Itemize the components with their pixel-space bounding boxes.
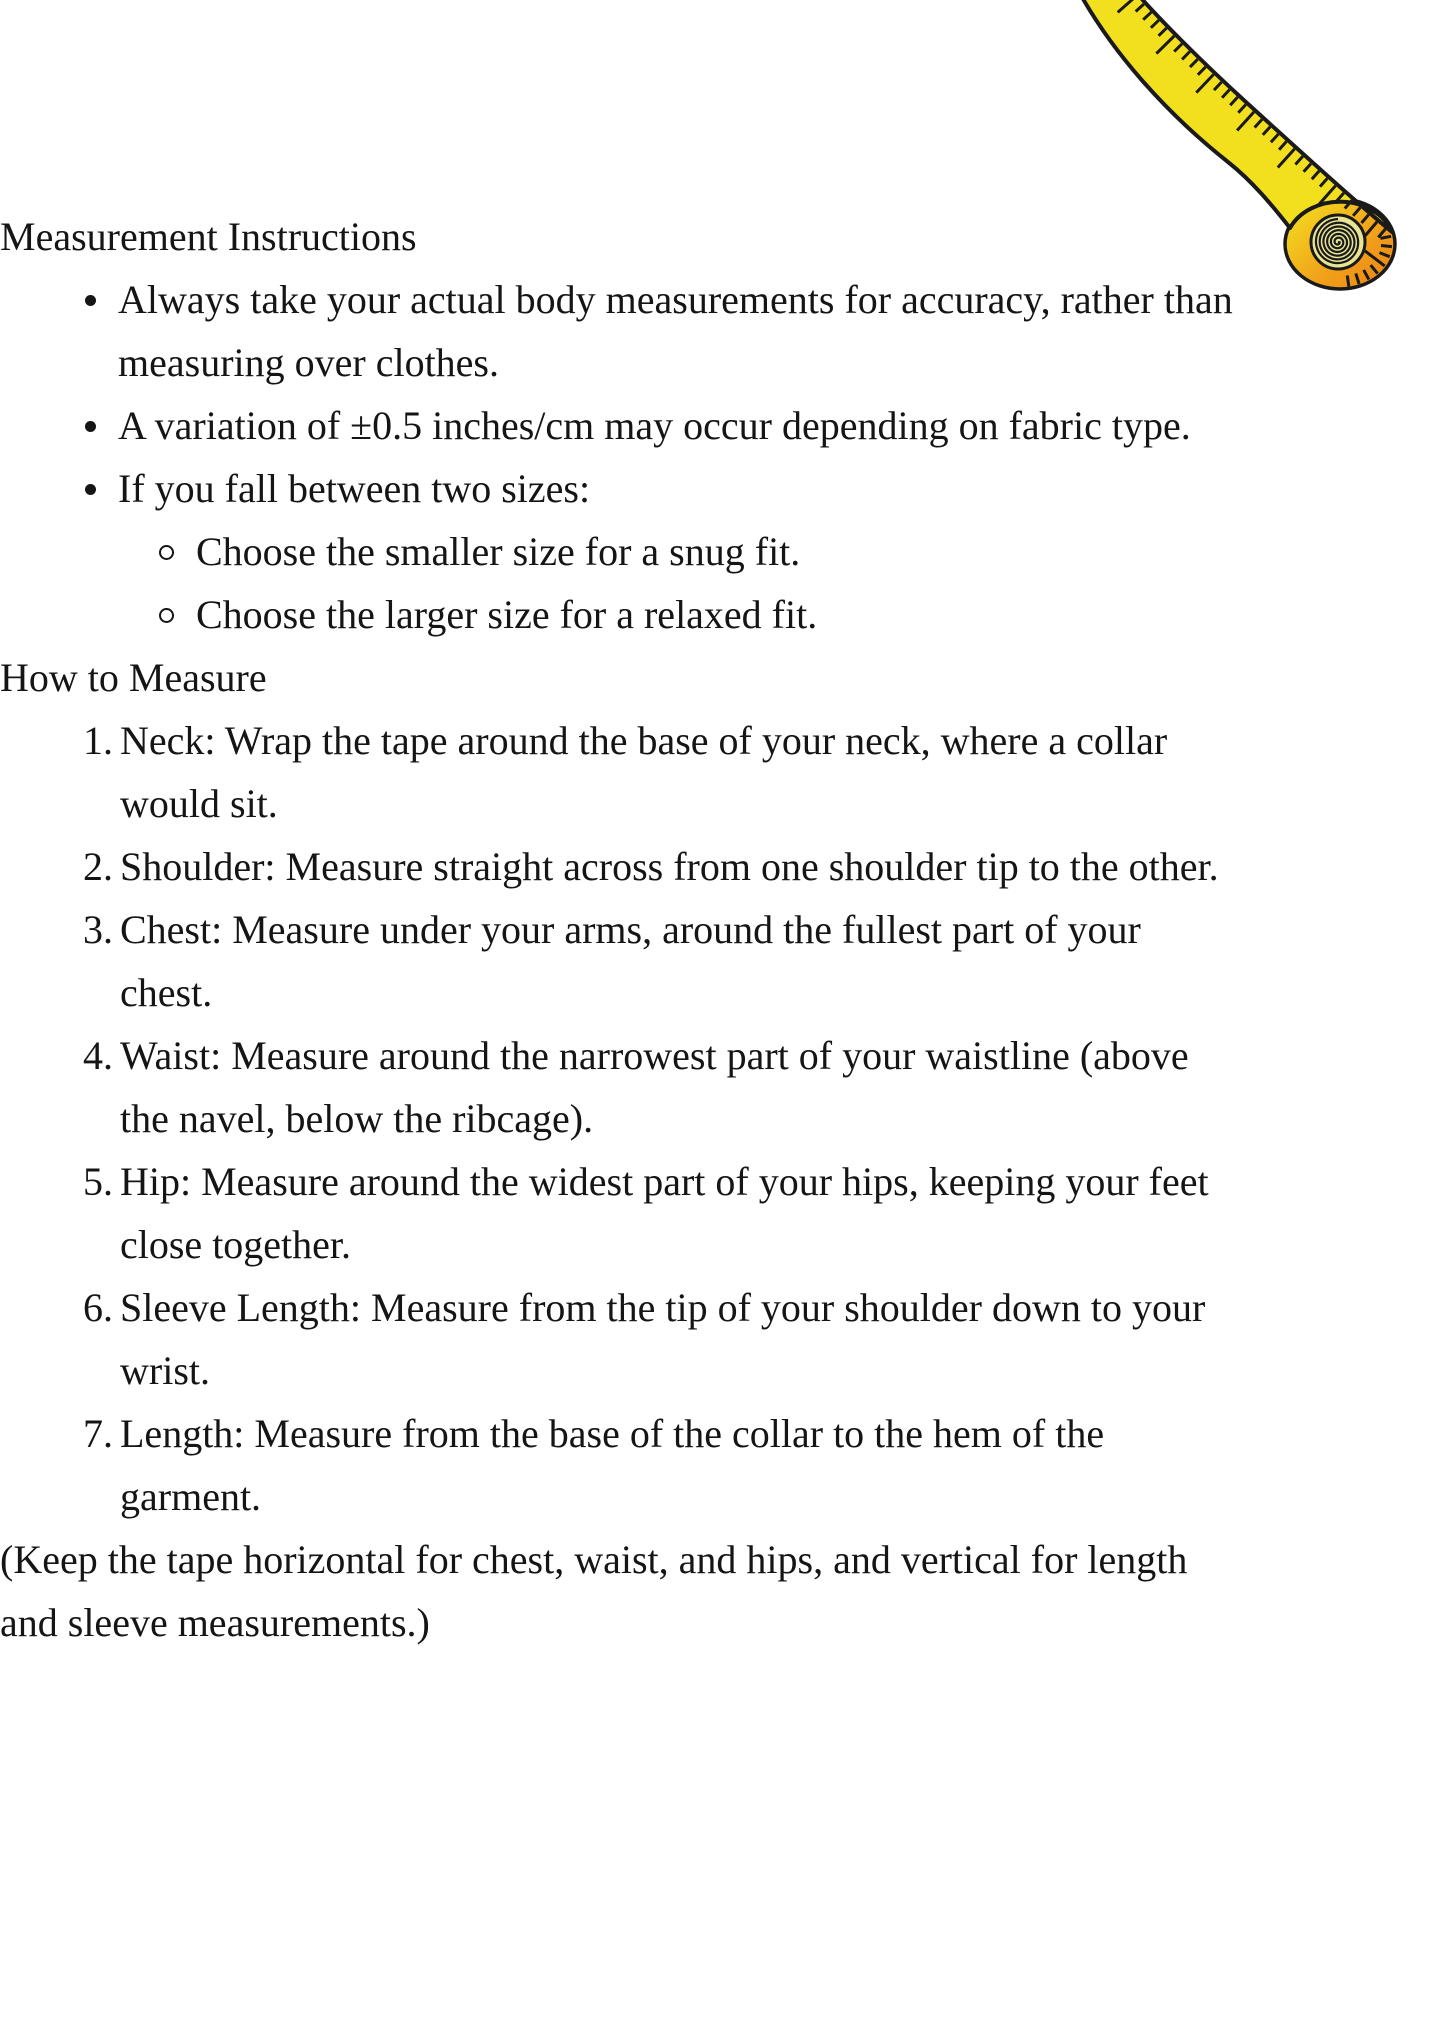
step-number: 5. xyxy=(83,1159,113,1204)
list-item xyxy=(0,1024,1445,1150)
text-line: would sit. xyxy=(120,781,278,826)
text-line: the navel, below the ribcage). xyxy=(120,1096,594,1141)
text-line: Choose the smaller size for a snug fit. xyxy=(196,529,801,574)
list-item xyxy=(0,1402,1445,1528)
step-number: 7. xyxy=(83,1411,113,1456)
step-number: 3. xyxy=(83,907,113,952)
step-number: 4. xyxy=(83,1033,113,1078)
tape-band xyxy=(1078,0,1392,232)
section-heading: How to Measure xyxy=(0,655,267,700)
text-line: chest. xyxy=(120,970,213,1015)
general-notes-list xyxy=(0,268,1445,520)
text-line: Choose the larger size for a relaxed fit. xyxy=(196,592,818,637)
footnote xyxy=(0,1528,1445,1654)
instructions-text xyxy=(0,205,1445,1654)
step-number: 6. xyxy=(83,1285,113,1330)
text-line: measuring over clothes. xyxy=(118,340,499,385)
step-number: 2. xyxy=(83,844,113,889)
text-line: Waist: Measure around the narrowest part of your waistline (above xyxy=(120,1033,1189,1078)
list-item xyxy=(0,898,1445,1024)
list-item xyxy=(0,457,1445,520)
text-line: Always take your actual body measurements for accuracy, rather than xyxy=(118,277,1233,322)
text-line: (Keep the tape horizontal for chest, waist, and hips, and vertical for length xyxy=(0,1537,1188,1582)
text-line: close together. xyxy=(120,1222,352,1267)
list-item xyxy=(0,520,1445,583)
text-line: If you fall between two sizes: xyxy=(118,466,591,511)
page-title: Measurement Instructions xyxy=(0,214,417,259)
list-item xyxy=(0,1276,1445,1402)
text-line: Shoulder: Measure straight across from one shoulder tip to the other. xyxy=(120,844,1219,889)
text-line: garment. xyxy=(120,1474,262,1519)
text-line: A variation of ±0.5 inches/cm may occur depending on fabric type. xyxy=(118,403,1191,448)
list-item xyxy=(0,709,1445,835)
list-item xyxy=(0,394,1445,457)
list-item xyxy=(0,835,1445,898)
measure-steps-list xyxy=(0,709,1445,1528)
list-item xyxy=(0,1150,1445,1276)
text-line: and sleeve measurements.) xyxy=(0,1600,430,1645)
list-item xyxy=(0,583,1445,646)
list-item xyxy=(0,268,1445,394)
text-line: Sleeve Length: Measure from the tip of your shoulder down to your xyxy=(120,1285,1206,1330)
text-line: Hip: Measure around the widest part of your hips, keeping your feet xyxy=(120,1159,1209,1204)
text-line: wrist. xyxy=(120,1348,210,1393)
step-number: 1. xyxy=(83,718,113,763)
text-line: Chest: Measure under your arms, around the fullest part of your xyxy=(120,907,1141,952)
size-choice-sublist xyxy=(0,520,1445,646)
text-line: Length: Measure from the base of the collar to the hem of the xyxy=(120,1411,1105,1456)
text-line: Neck: Wrap the tape around the base of your neck, where a collar xyxy=(120,718,1168,763)
